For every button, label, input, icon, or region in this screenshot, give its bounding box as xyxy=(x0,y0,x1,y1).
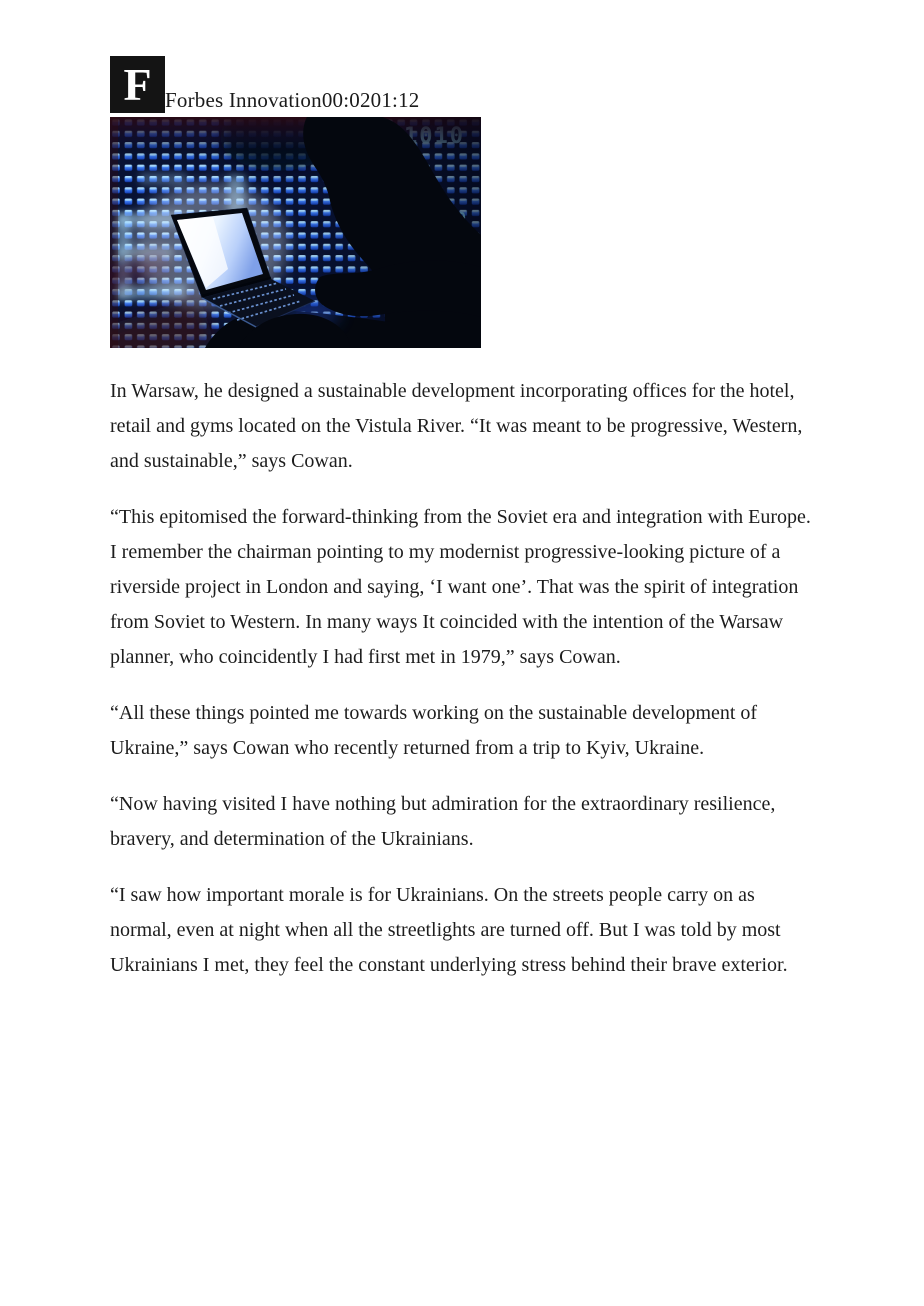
page-content xyxy=(110,0,818,983)
video-time-total: 01:12 xyxy=(370,87,420,112)
article-paragraph: In Warsaw, he designed a sustainable development incorporating offices for the hotel, retail and gyms located on the Vistula River. “It was meant to be progressive, Western, and sustainable,” says Cowan. xyxy=(110,380,803,472)
article-paragraph: “Now having visited I have nothing but admiration for the extraordinary resilience, bravery, and determination of the Ukrainians. xyxy=(110,793,776,850)
brand-bar xyxy=(110,56,818,113)
video-time-elapsed: 00:02 xyxy=(321,87,371,112)
article-paragraph: “This epitomised the forward-thinking from the Soviet era and integration with Europe. I remember the chairman pointing to my modernist progressive-looking picture of a riverside project in London and saying, ‘I want one’. That was the spirit of integration from Soviet to Western. In many ways It coincided with the intention of the Warsaw planner, who coincidently I had first met in 1979,” says Cowan. xyxy=(110,506,811,668)
forbes-logo[interactable] xyxy=(110,56,165,113)
article-body xyxy=(110,374,818,983)
brand-link[interactable]: Forbes Innovation xyxy=(165,87,322,112)
hacker-photo xyxy=(110,117,481,348)
video-byline xyxy=(165,89,420,113)
article-paragraph: “I saw how important morale is for Ukrainians. On the streets people carry on as normal, even at night when all the streetlights are turned off. But I was told by most Ukrainians I met, they feel the constant underlying stress behind their brave exterior. xyxy=(110,884,788,976)
article-paragraph: “All these things pointed me towards working on the sustainable development of Ukraine,” says Cowan who recently returned from a trip to Kyiv, Ukraine. xyxy=(110,702,758,759)
forbes-logo-letter: F xyxy=(123,58,152,110)
video-player[interactable] xyxy=(110,117,481,348)
